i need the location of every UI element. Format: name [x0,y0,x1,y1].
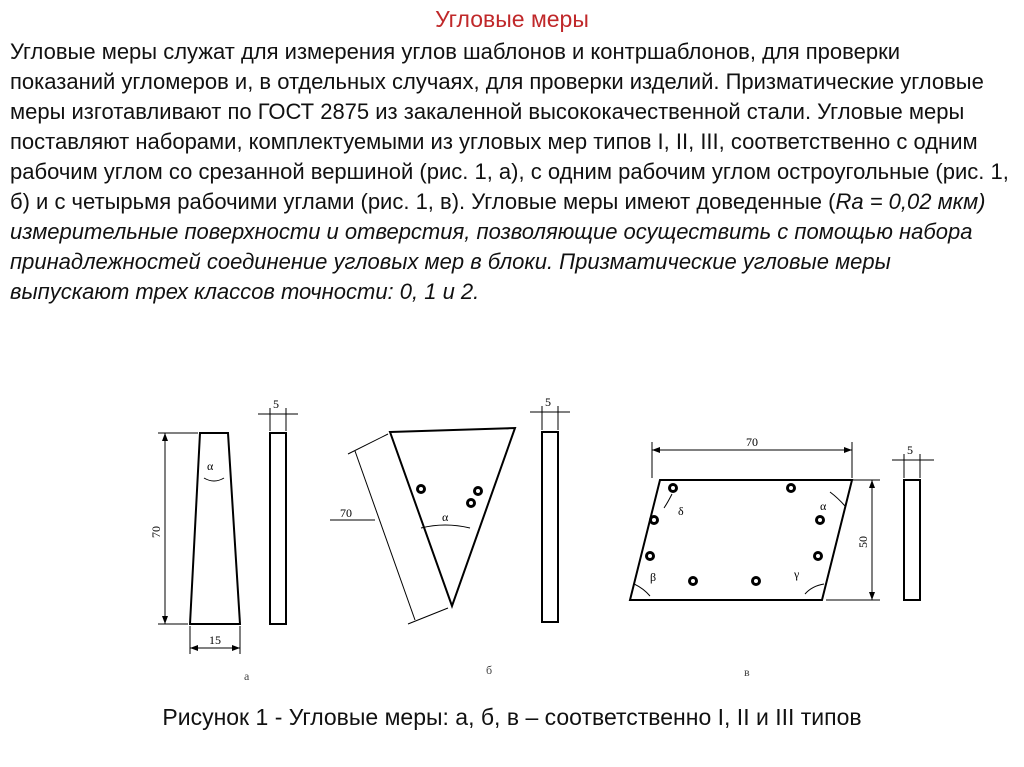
gauge-type-3-angle-alpha: α [820,499,827,513]
gauge-type-3-width-dim: 70 [746,435,758,449]
gauge-type-2-angle-arc [421,525,470,528]
angle-gauges-figure [140,388,960,688]
gauge-type-3-label: в [744,665,750,679]
body-paragraph [10,37,1010,307]
gauge-type-2-holes [416,484,483,508]
gauge-type-1-drawing [149,397,298,683]
gauge-type-1-angle-label: α [207,459,214,473]
gauge-type-1-width-dim: 15 [209,633,221,647]
gauge-type-2-angle-label: α [442,510,449,524]
gauge-type-3-drawing [630,435,934,679]
gauge-type-3-angle-beta: β [650,570,657,584]
gauge-type-2-side-view [542,432,558,622]
gauge-type-2-thickness-dim: 5 [545,395,551,409]
gauge-type-3-body [630,480,852,600]
gauge-type-3-angle-gamma: γ [794,567,800,581]
slide-title: Угловые меры [435,6,589,32]
gauge-type-1-body [190,433,240,624]
gauge-type-3-thickness-dim: 5 [907,443,913,457]
gauge-type-1-angle-arc [204,478,224,481]
body-text-plain: Угловые меры служат для измерения углов шаблонов и контршаблонов, для проверки показаний угломеров и, в отдельных случаях, для проверки изделий. Призматические угловые меры изготавливают по ГОСТ 2875 из закаленной высококачественной стали. Угловые меры поставляют наборами, комплектуемыми из угловых мер типов I, II, III, соответственно с одним рабочим углом со срезанной вершиной (рис. 1, а), с одним рабочим углом остроугольные (рис. 1, б) и с четырьмя рабочими углами (рис. 1, в). Угловые меры имеют доведенные ( [10,39,1009,214]
gauge-type-1-height-dim: 70 [149,526,163,538]
body-text-italic: Ra = 0,02 мкм) измерительные поверхности и отверстия, позволяющие осуществить с помощью набора принадлежностей соединение угловых мер в блоки. Призматические угловые меры выпускают трех классов точности: 0, 1 и 2. [10,189,986,304]
gauge-type-1-label: а [244,669,250,683]
gauge-type-3-angle-delta: δ [678,504,684,518]
gauge-type-3-height-dim: 50 [856,536,870,548]
gauge-type-2-drawing [330,395,570,677]
figure-caption: Рисунок 1 - Угловые меры: а, б, в – соответственно I, II и III типов [162,704,862,730]
gauge-type-2-label: б [486,663,493,677]
gauge-type-2-side-dim: 70 [340,506,352,520]
gauge-type-1-side-view [270,433,286,624]
gauge-type-2-body [390,428,515,606]
gauge-type-1-thickness-dim: 5 [273,397,279,411]
gauge-type-3-side-view [904,480,920,600]
